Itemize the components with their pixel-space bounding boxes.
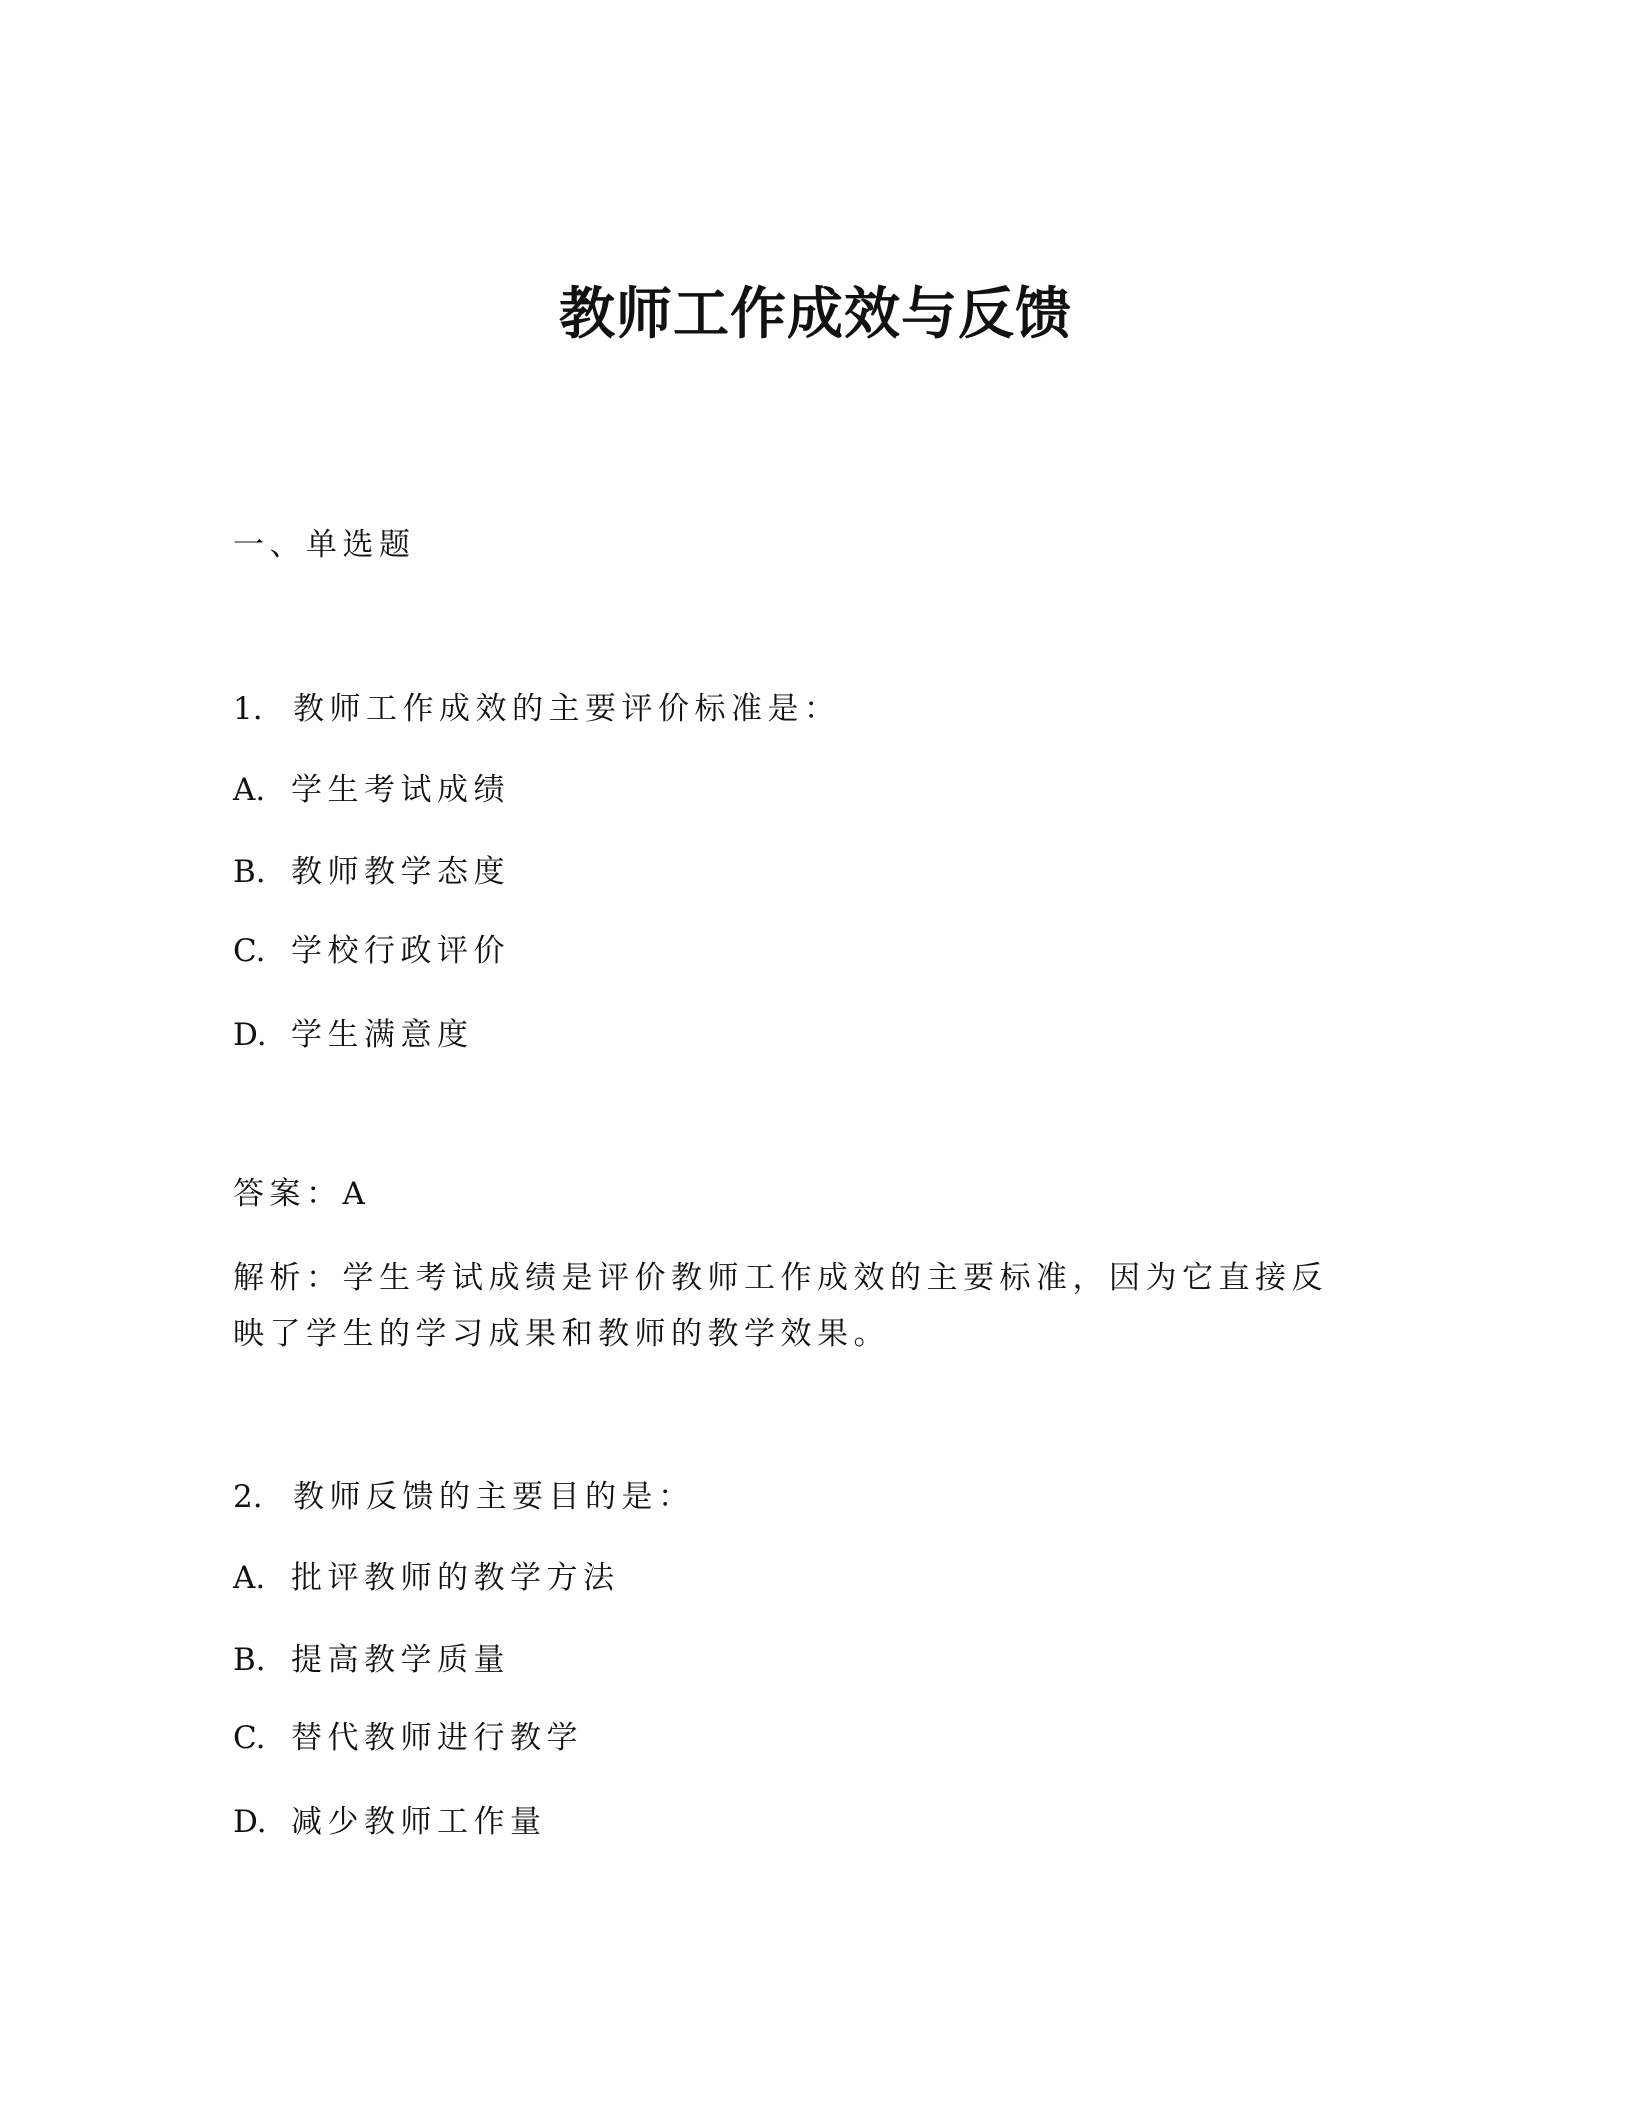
option-label: C.: [233, 1720, 266, 1756]
option-label: B.: [233, 854, 266, 890]
section-heading: 一、单选题: [233, 527, 416, 563]
question-number: 1.: [233, 691, 263, 727]
question-number: 2.: [233, 1479, 263, 1515]
option-c: [233, 1718, 583, 1758]
option-a: [233, 770, 510, 810]
option-b: [233, 852, 510, 892]
option-text: 学校行政评价: [291, 933, 510, 969]
option-d: [233, 1015, 474, 1055]
option-text: 学生满意度: [291, 1017, 474, 1053]
option-text: 批评教师的教学方法: [291, 1560, 620, 1596]
option-d: [233, 1802, 547, 1842]
option-text: 减少教师工作量: [291, 1804, 547, 1840]
question-1: [233, 689, 841, 729]
option-label: D.: [233, 1017, 267, 1053]
option-label: A.: [233, 1560, 266, 1596]
document-title: 教师工作成效与反馈: [559, 281, 1072, 347]
option-c: [233, 931, 510, 971]
option-label: B.: [233, 1642, 266, 1678]
analysis-line-1: 解析：学生考试成绩是评价教师工作成效的主要标准，因为它直接反: [233, 1260, 1328, 1296]
question-2: [233, 1477, 695, 1517]
analysis-line-2: 映了学生的学习成果和教师的教学效果。: [233, 1316, 890, 1352]
option-text: 提高教学质量: [291, 1642, 510, 1678]
option-label: C.: [233, 933, 266, 969]
option-a: [233, 1558, 620, 1598]
option-text: 教师教学态度: [291, 854, 510, 890]
answer: 答案：A: [233, 1176, 371, 1212]
option-label: D.: [233, 1804, 267, 1840]
question-text: 教师反馈的主要目的是：: [293, 1479, 695, 1515]
option-text: 学生考试成绩: [291, 772, 510, 808]
option-text: 替代教师进行教学: [291, 1720, 583, 1756]
question-text: 教师工作成效的主要评价标准是：: [293, 691, 841, 727]
option-label: A.: [233, 772, 266, 808]
option-b: [233, 1640, 510, 1680]
